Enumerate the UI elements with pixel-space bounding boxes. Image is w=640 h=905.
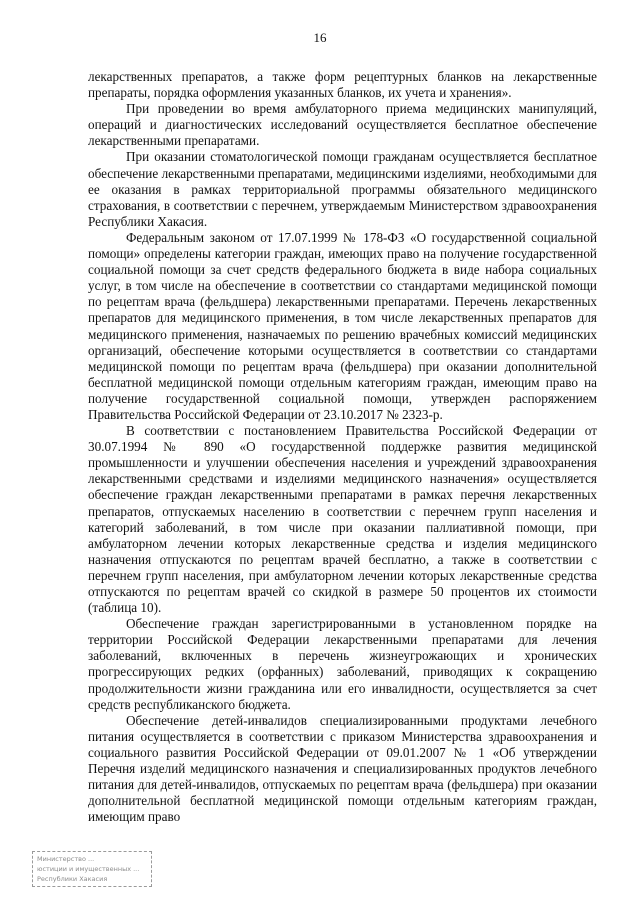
paragraph-7: Обеспечение детей-инвалидов специализированными продуктами лечебного питания осуществляется в соответствии с приказом Министерства здравоохранения и социального развития Российской Федерации от 09.01.2007 № 1 «Об утверждении Перечня изделий медицинского назначения и специализированных продуктов лечебного питания для детей-инвалидов, отпускаемых по рецептам врача (фельдшера) при оказании дополнительной бесплатной медицинской помощи отдельным категориям граждан, имеющим право — [88, 712, 597, 825]
stamp-line-1: Министерство ... — [37, 855, 95, 863]
stamp-line-2: юстиции и имущественных ... — [37, 865, 140, 873]
registration-stamp — [32, 851, 152, 887]
stamp-line-3: Республики Хакасия — [37, 875, 108, 883]
paragraph-2: При проведении во время амбулаторного приема медицинских манипуляций, операций и диагностических исследований осуществляется бесплатное обеспечение лекарственными препаратами. — [88, 101, 597, 149]
document-body — [88, 69, 597, 825]
page-number: 16 — [313, 30, 327, 45]
paragraph-4: Федеральным законом от 17.07.1999 № 178-ФЗ «О государственной социальной помощи» определены категории граждан, имеющих право на получение государственной социальной помощи за счет средств федерального бюджета в виде набора социальных услуг, в том числе на обеспечение в соответствии со стандартами медицинской помощи по рецептам врача (фельдшера) лекарственными препаратами. Перечень лекарственных препаратов для медицинского применения, в том числе лекарственных препаратов для медицинского применения, назначаемых по решению врачебных комиссий медицинских организаций, обеспечение которыми осуществляется в соответствии со стандартами медицинской помощи по рецептам врача (фельдшера) при оказании дополнительной бесплатной медицинской помощи отдельным категориям граждан, имеющим право на получение государственной социальной помощи, утвержден распоряжением Правительства Российской Федерации от 23.10.2017 № 2323-р. — [88, 229, 597, 422]
paragraph-1: лекарственных препаратов, а также форм рецептурных бланков на лекарственные препараты, порядка оформления указанных бланков, их учета и хранения». — [88, 69, 597, 101]
paragraph-5: В соответствии с постановлением Правительства Российской Федерации от 30.07.1994 № 890 «О государственной поддержке развития медицинской промышленности и улучшении обеспечения населения и учреждений здравоохранения лекарственными средствами и изделиями медицинского назначения» осуществляется обеспечение граждан лекарственными препаратами в рамках перечня лекарственных препаратов, отпускаемых населению в соответствии с перечнем групп населения и категорий заболеваний, в том числе при оказании паллиативной помощи, при амбулаторном лечении которых лекарственные средства и изделия медицинского назначения отпускаются по рецептам врачей бесплатно, а также в соответствии с перечнем групп населения, при амбулаторном лечении которых лекарственные средства отпускаются по рецептам врачей со скидкой в размере 50 процентов их стоимости (таблица 10). — [88, 423, 597, 616]
paragraph-3: При оказании стоматологической помощи гражданам осуществляется бесплатное обеспечение лекарственными препаратами, медицинскими изделиями, необходимыми для ее оказания в рамках территориальной программы обязательного медицинского страхования, в соответствии с перечнем, утверждаемым Министерством здравоохранения Республики Хакасия. — [88, 149, 597, 229]
paragraph-6: Обеспечение граждан зарегистрированными в установленном порядке на территории Российской Федерации лекарственными препаратами для лечения заболеваний, включенных в перечень жизнеугрожающих и хронических прогрессирующих редких (орфанных) заболеваний, приводящих к сокращению продолжительности жизни гражданина или его инвалидности, осуществляется за счет средств республиканского бюджета. — [88, 616, 597, 712]
